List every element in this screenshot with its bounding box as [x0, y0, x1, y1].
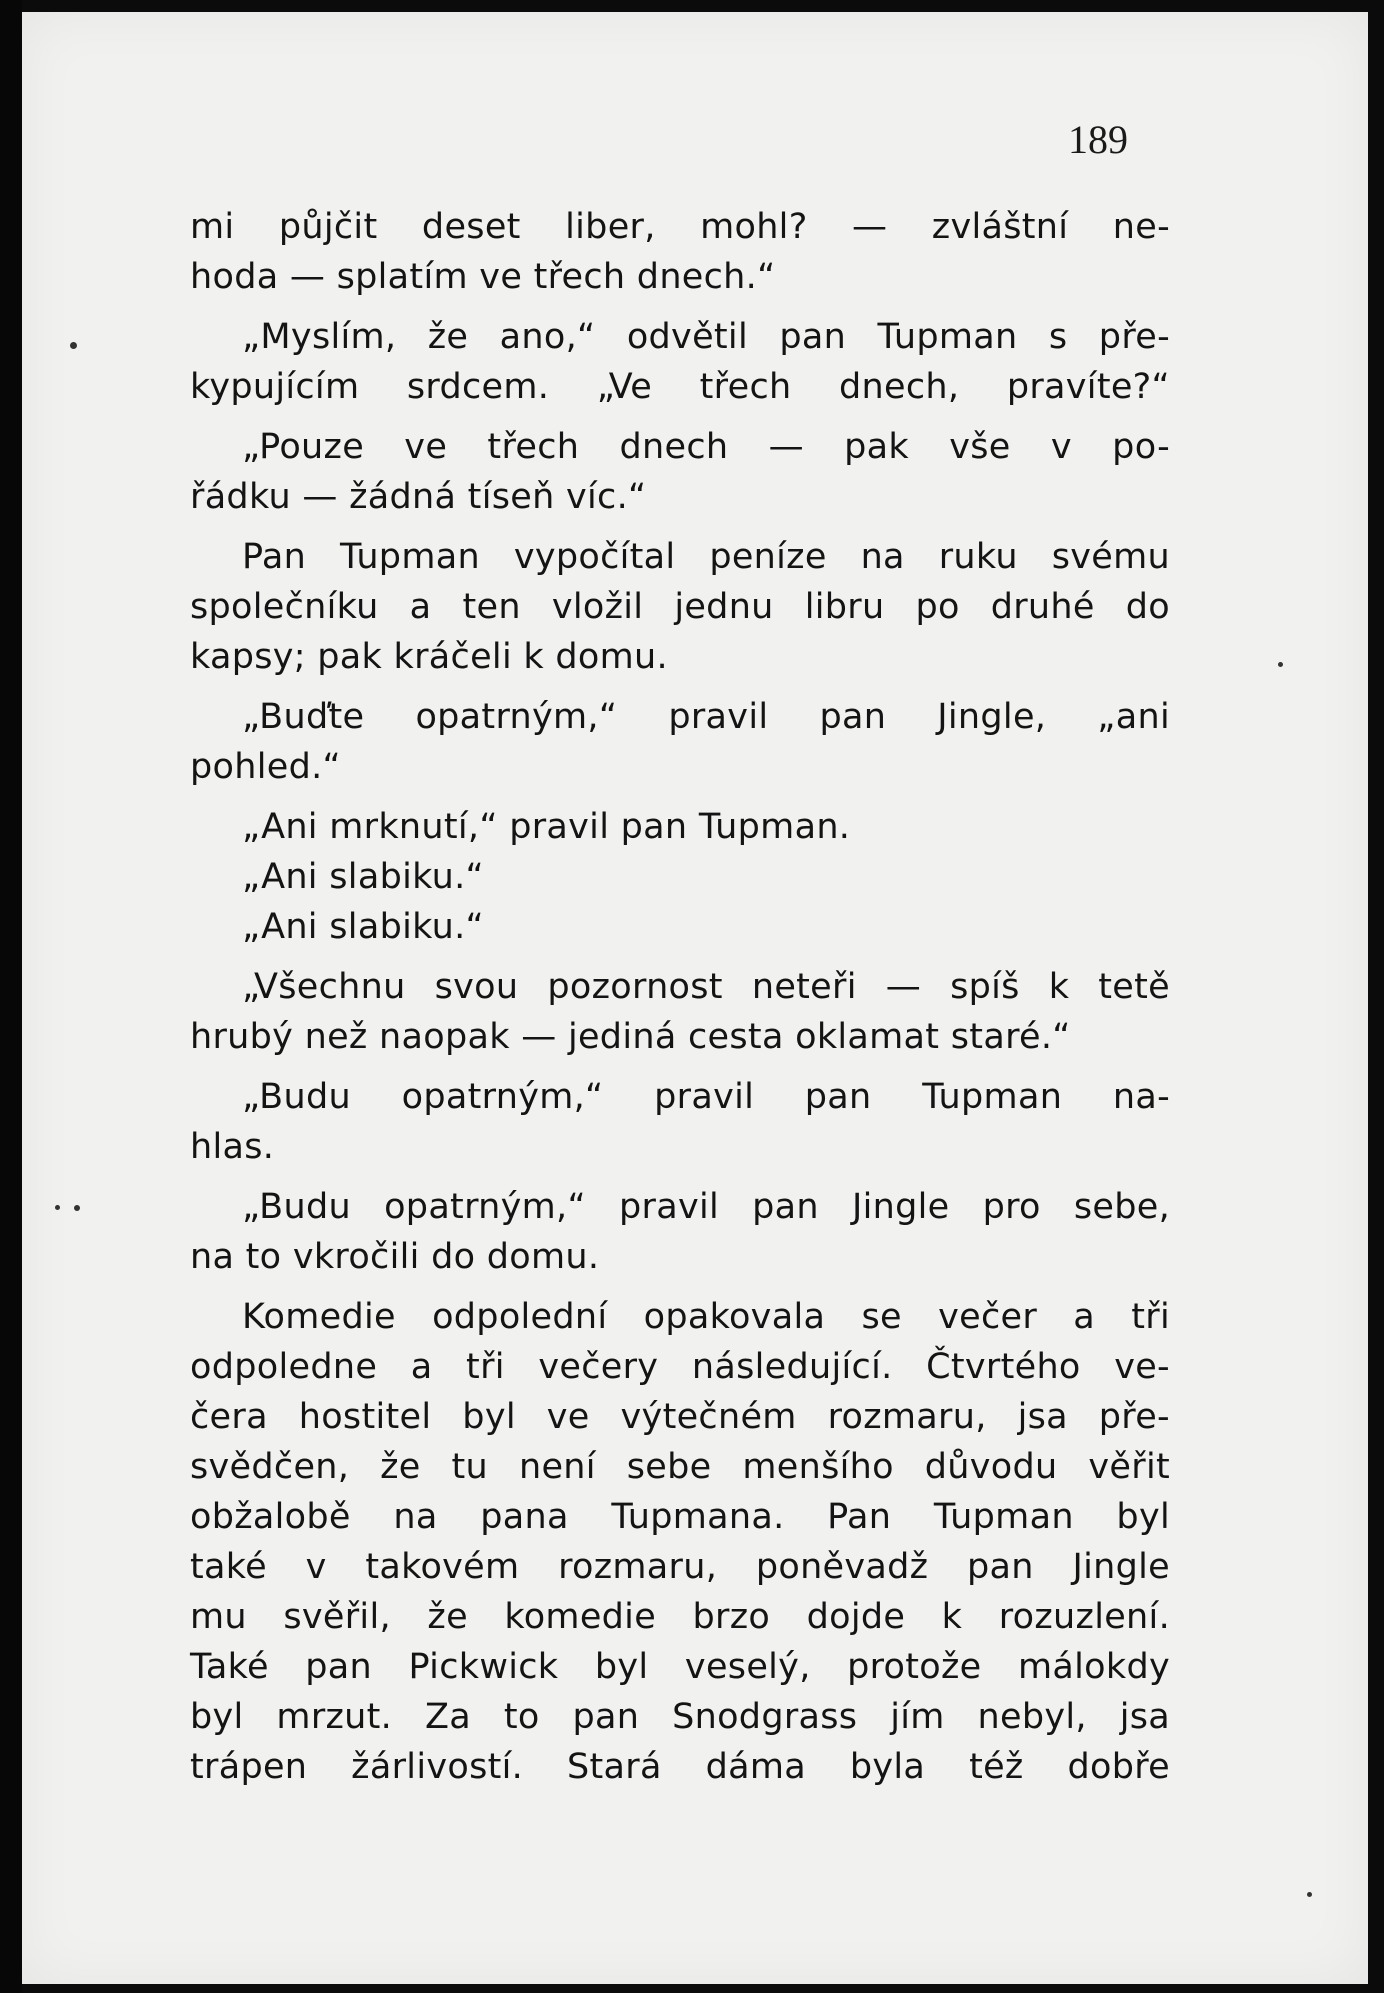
print-speck: [70, 342, 77, 349]
text-line: mi půjčit deset liber, mohl? — zvláštní ne-: [190, 207, 1170, 247]
text-line: Pan Tupman vypočítal peníze na ruku svému: [242, 537, 1170, 577]
text-line: řádku — žádná tíseň víc.“: [190, 477, 647, 517]
text-line: „Pouze ve třech dnech — pak vše v po-: [242, 427, 1170, 467]
text-line: trápen žárlivostí. Stará dáma byla též dobře: [190, 1747, 1170, 1787]
text-line: čera hostitel byl ve výtečném rozmaru, jsa pře-: [190, 1397, 1170, 1437]
page-number: 189: [1068, 117, 1128, 162]
binding-edge: [0, 0, 22, 1993]
text-line: svědčen, že tu není sebe menšího důvodu věřit: [190, 1447, 1170, 1487]
text-line: na to vkročili do domu.: [190, 1237, 600, 1277]
text-line: „Budu opatrným,“ pravil pan Tupman na-: [242, 1077, 1170, 1117]
print-speck: [1278, 662, 1283, 667]
text-line: „Buďte opatrným,“ pravil pan Jingle, „ani: [242, 697, 1170, 737]
text-line: „Ani slabiku.“: [242, 857, 484, 897]
text-line: hlas.: [190, 1127, 275, 1167]
text-line: „Budu opatrným,“ pravil pan Jingle pro sebe,: [242, 1187, 1170, 1227]
text-line: obžalobě na pana Tupmana. Pan Tupman byl: [190, 1497, 1170, 1537]
text-line: odpoledne a tři večery následující. Čtvrtého ve-: [190, 1347, 1170, 1387]
text-line: kypujícím srdcem. „Ve třech dnech, pravíte?“: [190, 367, 1170, 407]
text-line: kapsy; pak kráčeli k domu.: [190, 637, 668, 677]
text-line: společníku a ten vložil jednu libru po druhé do: [190, 587, 1170, 627]
book-page: [22, 12, 1368, 1984]
print-speck: [55, 1205, 60, 1210]
text-line: Také pan Pickwick byl veselý, protože málokdy: [190, 1647, 1170, 1687]
text-line: „Myslím, že ano,“ odvětil pan Tupman s pře-: [242, 317, 1170, 357]
text-line: mu svěřil, že komedie brzo dojde k rozuzlení.: [190, 1597, 1170, 1637]
print-speck: [1307, 1892, 1312, 1897]
text-line: „Ani slabiku.“: [242, 907, 484, 947]
text-line: byl mrzut. Za to pan Snodgrass jím nebyl, jsa: [190, 1697, 1170, 1737]
text-line: „Ani mrknutí,“ pravil pan Tupman.: [242, 807, 851, 847]
text-line: Komedie odpolední opakovala se večer a tři: [242, 1297, 1170, 1337]
text-line: „Všechnu svou pozornost neteři — spíš k tetě: [242, 967, 1170, 1007]
text-line: hoda — splatím ve třech dnech.“: [190, 257, 776, 297]
text-line: hrubý než naopak — jediná cesta oklamat staré.“: [190, 1017, 1071, 1057]
print-speck: [74, 1205, 80, 1211]
text-line: pohled.“: [190, 747, 341, 787]
text-line: také v takovém rozmaru, poněvadž pan Jingle: [190, 1547, 1170, 1587]
